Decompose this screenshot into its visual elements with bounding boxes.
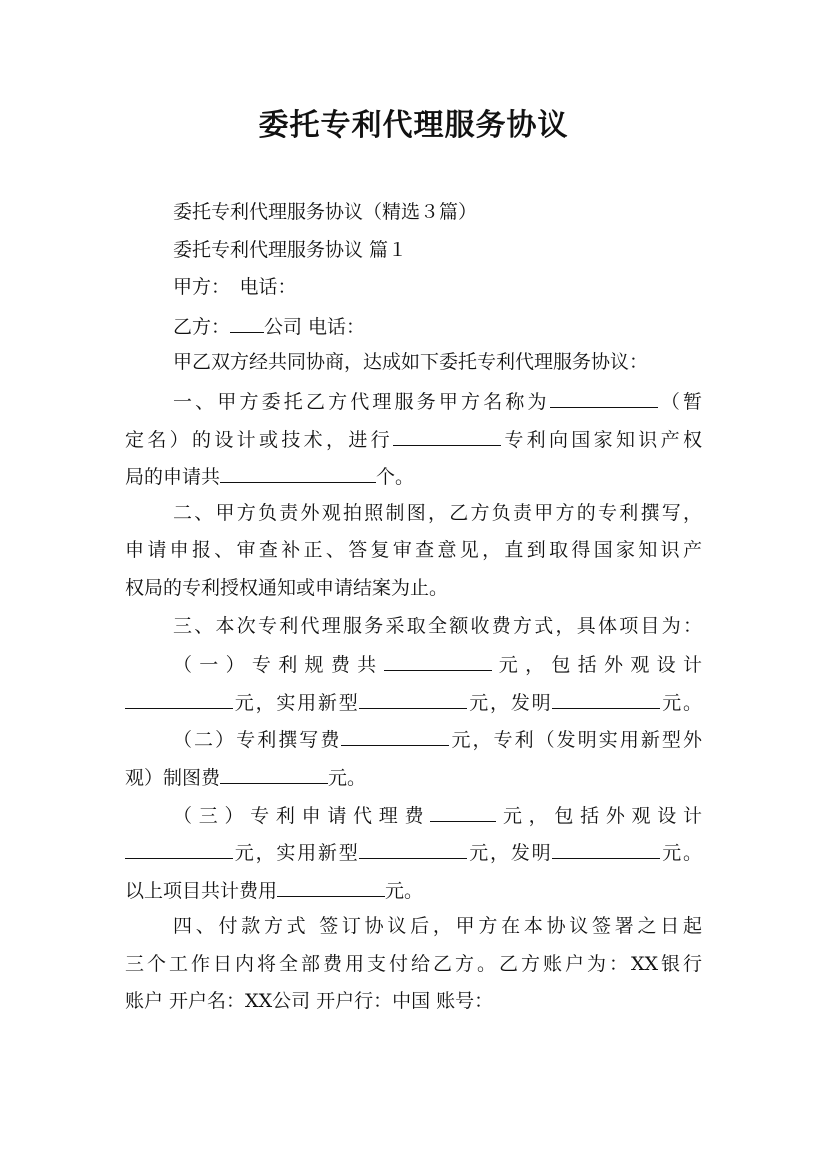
text-line <box>125 194 702 232</box>
text-line <box>125 344 702 382</box>
text-segment: 元。 <box>385 879 424 902</box>
text-segment: 以上项目共计费用 <box>125 879 278 902</box>
text-segment: 观）制图费 <box>125 766 221 789</box>
text-line <box>125 720 702 758</box>
text-segment: 甲乙双方经共同协商，达成如下委托专利代理服务协议： <box>173 351 649 374</box>
text-segment: 一、甲方委托乙方代理服务甲方名称为 <box>173 390 550 413</box>
fill-in-blank <box>550 382 658 408</box>
document-title: 委托专利代理服务协议 <box>258 108 569 143</box>
text-segment: 元，实用新型 <box>233 691 360 714</box>
text-segment: 委托专利代理服务协议（精选３篇） <box>173 201 478 223</box>
text-line <box>125 232 702 270</box>
text-line <box>125 946 702 984</box>
text-segment: 四、付款方式 签订协议后，甲方在本协议签署之日起 <box>173 915 702 938</box>
text-segment: 申请申报、审查补正、答复审查意见，直到取得国家知识产 <box>125 539 702 562</box>
fill-in-blank <box>220 758 328 784</box>
text-segment: 专利向国家知识产权 <box>500 428 702 451</box>
text-segment: 甲方： 电话： <box>173 276 297 299</box>
text-segment: 元。 <box>660 691 702 714</box>
text-segment: 公司 电话： <box>264 315 366 338</box>
fill-in-blank <box>359 833 467 859</box>
fill-in-blank <box>125 683 233 709</box>
text-segment: （三）专利申请代理费 <box>173 804 431 827</box>
text-segment: 三个工作日内将全部费用支付给乙方。乙方账户为：XX银行 <box>125 952 702 975</box>
fill-in-blank <box>277 871 385 897</box>
fill-in-blank <box>552 683 660 709</box>
text-line <box>125 420 702 458</box>
text-line <box>125 871 702 909</box>
fill-in-blank <box>552 833 660 859</box>
text-segment: 二、甲方负责外观拍照制图，乙方负责甲方的专利撰写， <box>173 501 702 524</box>
text-segment: （二）专利撰写费 <box>173 729 342 752</box>
text-segment: 元，专利（发明实用新型外 <box>449 729 702 752</box>
fill-in-blank <box>230 307 264 333</box>
text-segment: 局的申请共 <box>125 466 221 489</box>
text-line <box>125 683 702 721</box>
document-body <box>125 194 702 1021</box>
text-line <box>125 307 702 345</box>
text-segment: 元。 <box>660 842 702 865</box>
fill-in-blank <box>359 683 467 709</box>
text-line <box>125 457 702 495</box>
text-segment: 委托专利代理服务协议 篇１ <box>173 238 408 261</box>
text-segment: （一）专利规费共 <box>173 654 384 677</box>
text-line <box>125 532 702 570</box>
text-segment: 元，实用新型 <box>233 842 360 865</box>
fill-in-blank <box>341 720 449 746</box>
fill-in-blank <box>220 457 376 483</box>
text-segment: 个。 <box>376 466 415 489</box>
text-segment: 定名）的设计或技术，进行 <box>125 428 393 451</box>
text-line <box>125 608 702 646</box>
fill-in-blank <box>430 796 496 822</box>
text-line <box>125 758 702 796</box>
text-line <box>125 645 702 683</box>
fill-in-blank <box>393 420 501 446</box>
text-segment: 元。 <box>328 766 367 789</box>
text-segment: 元，发明 <box>467 691 553 714</box>
text-segment: 元，包括外观设计 <box>496 804 702 827</box>
text-line <box>125 833 702 871</box>
text-line <box>125 983 702 1021</box>
text-segment: 账户 开户名：XX公司 开户行：中国 账号： <box>125 990 494 1013</box>
fill-in-blank <box>384 645 492 671</box>
text-segment: 乙方： <box>173 315 231 338</box>
text-segment: 权局的专利授权通知或申请结案为止。 <box>125 576 449 599</box>
text-line <box>125 495 702 533</box>
text-line <box>125 908 702 946</box>
text-line <box>125 796 702 834</box>
text-line <box>125 570 702 608</box>
text-line <box>125 382 702 420</box>
text-segment: 三、本次专利代理服务采取全额收费方式，具体项目为： <box>173 614 702 637</box>
fill-in-blank <box>125 833 233 859</box>
text-segment: 元，发明 <box>467 842 553 865</box>
text-segment: 元，包括外观设计 <box>491 654 702 677</box>
text-line <box>125 269 702 307</box>
text-segment: （暂 <box>657 390 702 413</box>
